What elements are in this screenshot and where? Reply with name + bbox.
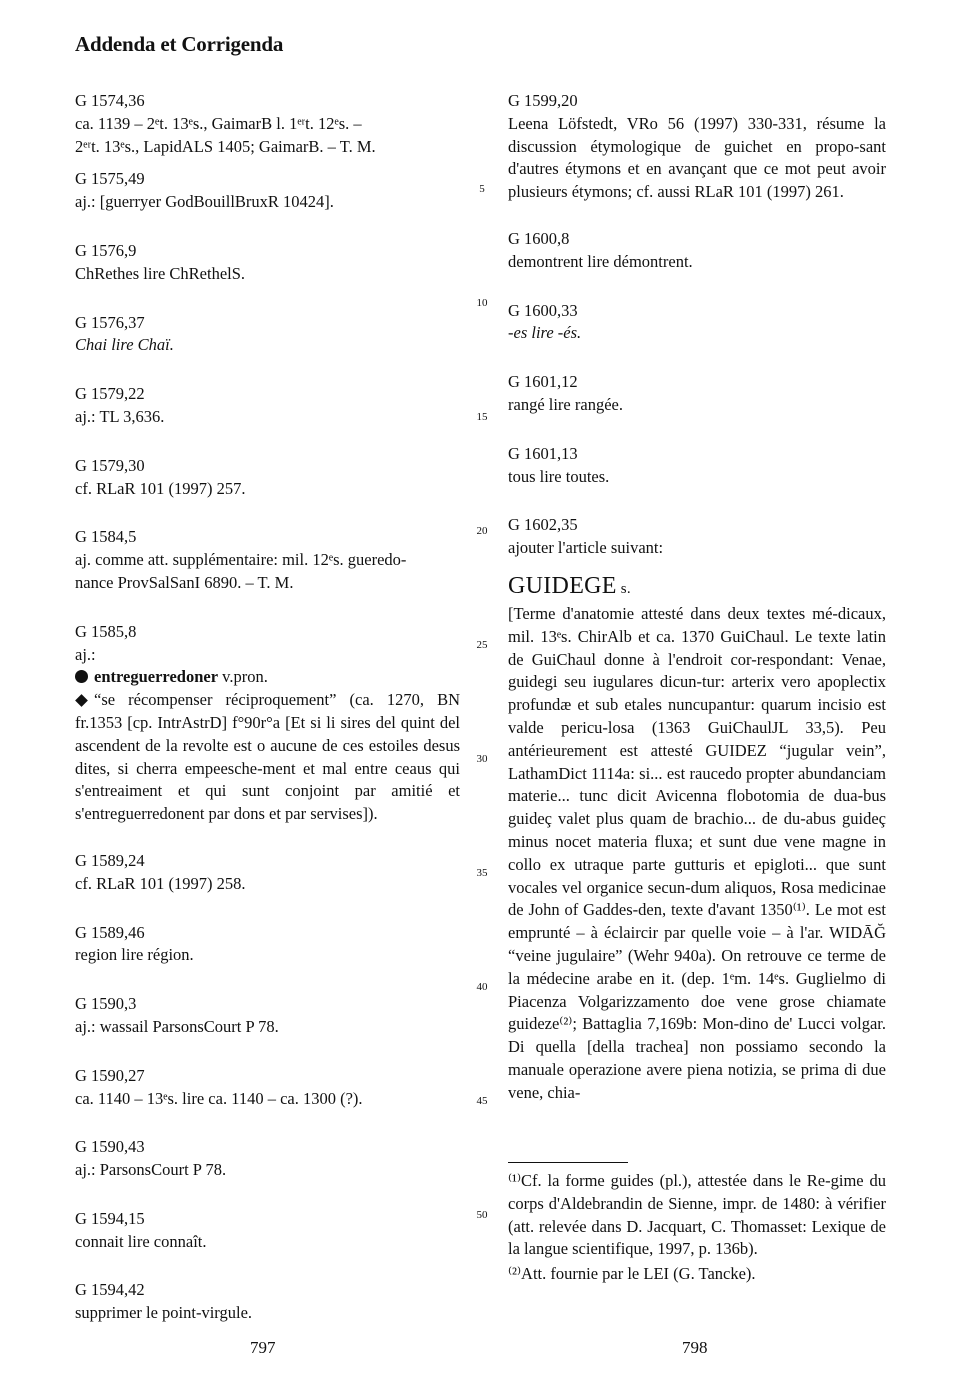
entry-g-1602-35 — [508, 514, 886, 560]
entry-ref: G 1576,37 — [75, 312, 145, 332]
entry-g-1589-24 — [75, 850, 460, 896]
line-number: 45 — [476, 1095, 488, 1107]
part-of-speech: s. — [616, 580, 631, 597]
entry-g-1600-33 — [508, 300, 886, 346]
entry-ref: G 1574,36 — [75, 91, 145, 110]
entry-ref: G 1579,30 — [75, 455, 145, 475]
entry-ref: G 1594,15 — [75, 1208, 145, 1228]
entry-g-1590-3 — [75, 993, 460, 1039]
guidege-body: [Terme d'anatomie attesté dans deux textes mé-dicaux, mil. 13ᵉs. ChirAlb et ca. 1370 GuiChaul. Le texte latin de GuiChaul donne à l'endroit cor-respondant: Venae, guidegi seu iugulares dicun-tur: arterix vero apoplectix profundæ et sub etales nuncupantur: quarum incisio est valde pericu-losa (1363 GuiChaulJL 33,5). Peu antérieurement est attesté GUIDEZ “jugular vein”, LathamDict 1114a: si... est raucedo propter abundanciam materie... tunc dicit Avicenna flobotomia de dua-bus guideç valet plus quam de brachio... de du-abus guideç minus nocet materia fluxa; et sunt due vene magne in collo ex utraque parte gutturis et epigloti... que sunt vocales vel organice secun-dum aliquos, Rosa medicinae de John of Gaddes-den, texte d'avant 1350⁽¹⁾. Le mot est emprunté – à éclaircir par quelle voie – à l'ar. WIDĀĞ “veine jugulaire” (Wehr 940a). On retrouve ce terme de la médecine arabe en it. (dep. 1ᵉm. 14ᵉs. Guglielmo di Piacenza Volgarizzamento doe vene grose chiamate guideze⁽²⁾; Battaglia 7,169b: Mon-dino de' Lucci volgar. Di quella [della trachea] non possiamo secondo la manuale operazione avere piena notizia, se prima di due vene, chia- — [508, 603, 886, 1102]
entry-ref: G 1575,49 — [75, 169, 145, 189]
entry-g-1590-27 — [75, 1065, 460, 1111]
diamond-icon — [75, 694, 88, 707]
entry-g-1589-46 — [75, 922, 460, 968]
entry-line: ca. 1139 – 2ᵉt. 13ᵉs., GaimarB l. 1ᵉʳt. 12ᵉs. – — [75, 113, 362, 133]
entry-line: cf. RLaR 101 (1997) 257. — [75, 478, 246, 498]
line-number: 35 — [476, 867, 488, 879]
entry-ref: G 1590,27 — [75, 1065, 145, 1085]
entry-line: supprimer le point-virgule. — [75, 1303, 253, 1323]
entry-g-1584-5 — [75, 526, 460, 594]
entry-ref: G 1576,9 — [75, 240, 137, 260]
line-number: 20 — [476, 525, 488, 537]
entry-line: aj.: — [75, 644, 96, 664]
entry-text: -es lire -és. — [508, 323, 582, 343]
footnote-1: ⁽¹⁾Cf. la forme guides (pl.), attestée dans le Re-gime du corps d'Aldebrandin de Sienne, impr. de 1480: à vérifier (att. relevée dans D. Jacquart, C. Thomasset: Lexique de la langue scientifique, 1997, p. 136b). — [508, 1171, 886, 1259]
line-number: 30 — [476, 753, 488, 765]
entry-ref: G 1601,12 — [508, 372, 578, 392]
entry-line: connait lire connaît. — [75, 1231, 207, 1251]
entry-text: ajouter l'article suivant: — [508, 538, 664, 558]
entry-ref: G 1590,43 — [75, 1137, 145, 1157]
entry-g-1585-8 — [75, 621, 460, 826]
entry-line: region lire région. — [75, 945, 194, 965]
line-number: 25 — [476, 639, 488, 651]
part-of-speech: v.pron. — [218, 667, 268, 687]
running-header: Addenda et Corrigenda — [75, 32, 284, 56]
guidege-headword-line — [508, 572, 886, 603]
entry-g-1599-20 — [508, 90, 886, 204]
entry-line: nance ProvSalSanI 6890. – T. M. — [75, 572, 294, 592]
page-number-right: 798 — [682, 1338, 708, 1357]
entry-ref: G 1600,8 — [508, 228, 570, 248]
footnote-2: ⁽²⁾Att. fournie par le LEI (G. Tancke). — [508, 1264, 756, 1284]
footnotes — [508, 1170, 886, 1288]
entry-ref: G 1589,24 — [75, 850, 145, 870]
entry-g-1594-42 — [75, 1279, 460, 1325]
line-number: 50 — [476, 1209, 488, 1221]
entry-ref: G 1590,3 — [75, 994, 137, 1014]
entry-g-1594-15 — [75, 1208, 460, 1254]
footnote-rule — [508, 1162, 628, 1163]
entry-ref: G 1600,33 — [508, 300, 578, 320]
page-number-left: 797 — [250, 1338, 276, 1357]
entry-line: ChRethes lire ChRethelS. — [75, 263, 246, 283]
entry-line: ca. 1140 – 13ᵉs. lire ca. 1140 – ca. 1300 (?). — [75, 1088, 363, 1108]
entry-ref: G 1579,22 — [75, 384, 145, 404]
headword: entreguerredoner — [94, 667, 219, 687]
entry-ref: G 1589,46 — [75, 922, 145, 942]
entry-g-1600-8 — [508, 228, 886, 274]
entry-text: demontrent lire démontrent. — [508, 251, 693, 271]
guidege-headword: GUIDEGE — [508, 572, 617, 599]
entry-line: aj.: wassail ParsonsCourt P 78. — [75, 1016, 279, 1036]
entry-ref: G 1599,20 — [508, 91, 578, 110]
entry-g-1579-30 — [75, 455, 460, 501]
entry-text: Leena Löfstedt, VRo 56 (1997) 330-331, résume la discussion étymologique de guichet en propo-sant d'autres étymons et en avançant que ce mot peut avoir plusieurs étymons; cf. aussi RLaR 101 (1997) 261. — [508, 113, 886, 202]
right-column — [508, 90, 886, 1120]
entry-g-1579-22 — [75, 383, 460, 429]
line-number: 10 — [476, 297, 488, 309]
entry-g-1574-36 — [75, 90, 460, 158]
entry-text: tous lire toutes. — [508, 466, 610, 486]
entry-ref: G 1584,5 — [75, 527, 137, 547]
line-number: 15 — [476, 411, 488, 423]
entry-ref: G 1585,8 — [75, 621, 137, 641]
entry-ref: G 1602,35 — [508, 515, 578, 535]
left-column — [75, 90, 460, 1341]
entreguerredoner-definition: “se récompenser réciproquement” (ca. 1270, BN fr.1353 [cp. IntrAstrD] f°90r°a [Et si li sires del quint del ascendent de la revolte est o aucune de ces estoiles desus dites, si cherra empeesche-ment et mal entre ceaus qui s'entreaiment et qui sunt conjoint par amitié et s'entreguerredonent par dons et par servises]). — [75, 690, 460, 824]
entry-ref: G 1594,42 — [75, 1280, 145, 1300]
entry-g-1576-9 — [75, 240, 460, 286]
entry-line: aj.: TL 3,636. — [75, 406, 165, 426]
entry-text: rangé lire rangée. — [508, 394, 623, 414]
entry-line: aj. comme att. supplémentaire: mil. 12ᵉs. gueredo- — [75, 550, 407, 570]
entry-g-1601-13 — [508, 443, 886, 489]
line-number: 5 — [479, 183, 485, 195]
bullet-icon — [75, 670, 88, 683]
entry-line: aj.: [guerryer GodBouillBruxR 10424]. — [75, 192, 334, 212]
line-number: 40 — [476, 981, 488, 993]
entry-line: cf. RLaR 101 (1997) 258. — [75, 873, 246, 893]
entry-g-1590-43 — [75, 1136, 460, 1182]
entry-g-1575-49 — [75, 168, 460, 214]
entry-line: Chai lire Chaï. — [75, 335, 174, 355]
entry-line: aj.: ParsonsCourt P 78. — [75, 1160, 227, 1180]
entry-line: 2ᵉʳt. 13ᵉs., LapidALS 1405; GaimarB. – T. M. — [75, 136, 376, 156]
entry-g-1576-37 — [75, 312, 460, 358]
guidege-article — [508, 572, 886, 1105]
entreguerredoner-headline — [75, 666, 460, 689]
entry-g-1601-12 — [508, 371, 886, 417]
entry-ref: G 1601,13 — [508, 443, 578, 463]
